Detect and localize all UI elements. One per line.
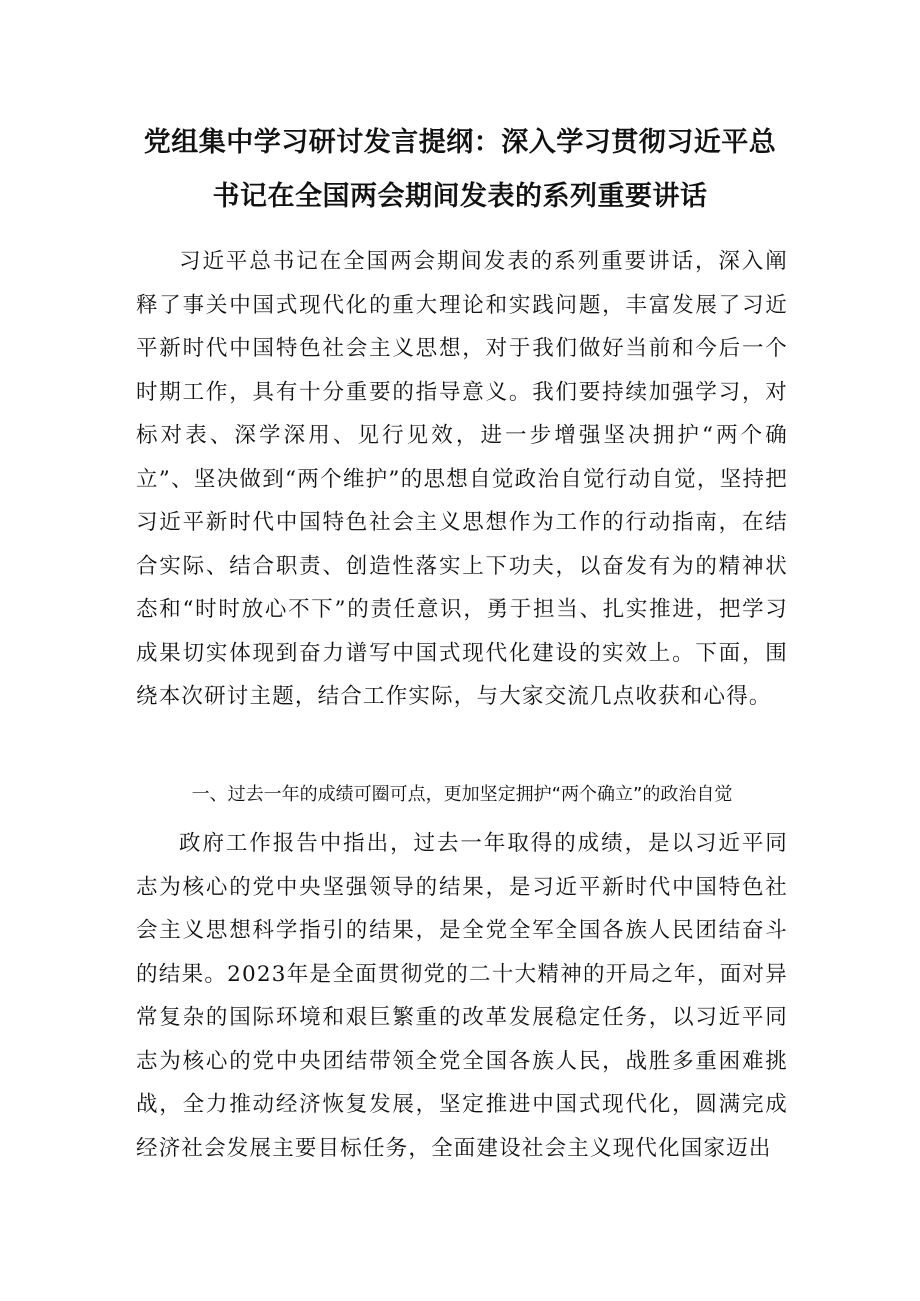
section-heading-1: 一、过去一年的成绩可圈可点，更加坚定拥护“两个确立”的政治自觉	[191, 784, 733, 805]
document-title-line-2: 书记在全国两会期间发表的系列重要讲话	[212, 181, 708, 212]
document-title-line-1: 党组集中学习研讨发言提纲：深入学习贯彻习近平总	[143, 127, 777, 158]
intro-paragraph: 习近平总书记在全国两会期间发表的系列重要讲话，深入阐释了事关中国式现代化的重大理论和实践问题，丰富发展了习近平新时代中国特色社会主义思想，对于我们做好当前和今后一个时期工作，具有十分重要的指导意义。我们要持续加强学习，对标对表、深学深用、见行见效，进一步增强坚决拥护“两个确立”、坚决做到“两个维护”的思想自觉政治自觉行动自觉，坚持把习近平新时代中国特色社会主义思想作为工作的行动指南，在结合实际、结合职责、创造性落实上下功夫，以奋发有为的精神状态和“时时放心不下”的责任意识，勇于担当、扎实推进，把学习成果切实体现到奋力谱写中国式现代化建设的实效上。下面，围绕本次研讨主题，结合工作实际，与大家交流几点收获和心得。	[136, 249, 788, 709]
section-1-paragraph: 政府工作报告中指出，过去一年取得的成绩，是以习近平同志为核心的党中央坚强领导的结果，是习近平新时代中国特色社会主义思想科学指引的结果，是全党全军全国各族人民团结奋斗的结果。2023年是全面贯彻党的二十大精神的开局之年，面对异常复杂的国际环境和艰巨繁重的改革发展稳定任务，以习近平同志为核心的党中央团结带领全党全国各族人民，战胜多重困难挑战，全力推动经济恢复发展，坚定推进中国式现代化，圆满完成经济社会发展主要目标任务，全面建设社会主义现代化国家迈出	[136, 831, 788, 1161]
